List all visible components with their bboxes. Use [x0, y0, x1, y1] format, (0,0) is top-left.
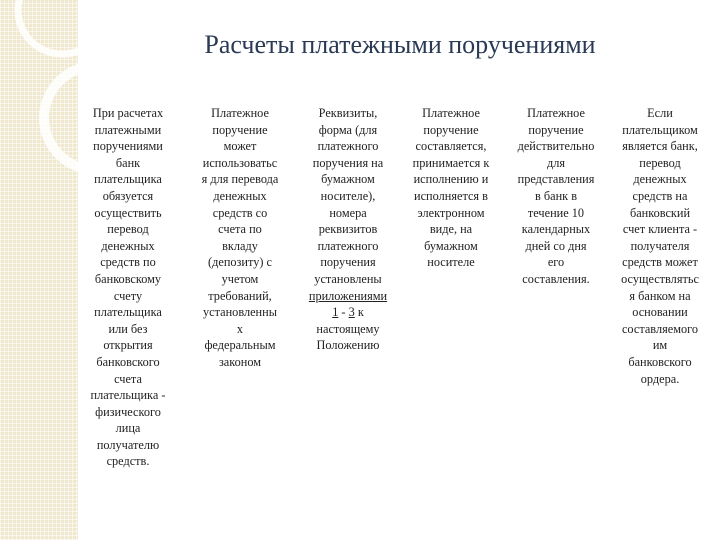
column-4-text: Платежное поручение составляется, принимается к исполнению и исполняется в электронном виде, на бумажном носителе [412, 106, 490, 270]
column-3-part2: к настоящему Положению [316, 305, 380, 353]
decorative-side-strip [0, 0, 78, 540]
appendix-3-link[interactable]: 3 [348, 305, 355, 320]
appendix-1-link[interactable]: 1 [332, 305, 339, 320]
appendix-dash: - [338, 305, 349, 320]
column-2-text: Платежное поручение может использоватьс я для перевода денежных средств со счета по вкладу (депозиту) с учетом требований, установленны х федеральным законом [201, 106, 279, 369]
column-5-text: Платежное поручение действительно для представления в банк в течение 10 календарных дней со дня его составления. [517, 106, 595, 286]
column-3-part1: Реквизиты, форма (для платежного поручения на бумажном носителе), номера реквизитов платежного поручения установлены [312, 106, 384, 286]
appendix-link[interactable]: приложениями [308, 288, 388, 303]
column-1-text: При расчетах платежными поручениями банк плательщика обязуется осуществить перевод денежных средств по банковскому счету плательщика или без открытия банковского счета плательщика - физического лица получателю средств. [90, 106, 166, 469]
page-title: Расчеты платежными поручениями [204, 30, 596, 59]
content-table [80, 105, 712, 525]
column-3-text [292, 105, 404, 354]
column-6-text: Если плательщиком является банк, перевод денежных средств на банковский счет клиента - получателя средств может осуществлятьс я банком на основании составляемого им банковского ордера. [621, 106, 699, 386]
decorative-circles [0, 0, 78, 540]
